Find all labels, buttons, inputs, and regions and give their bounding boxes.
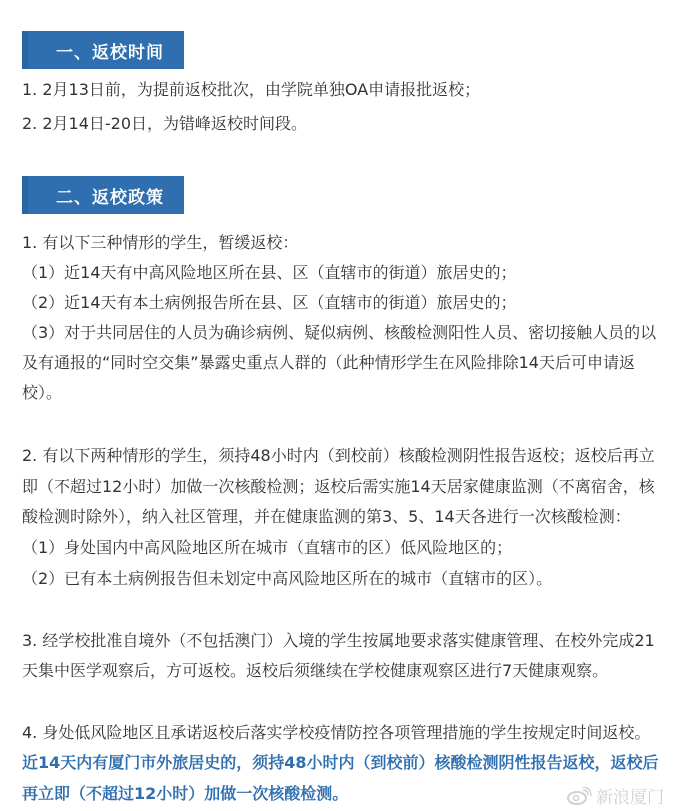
- weibo-logo-icon: [566, 787, 592, 805]
- paragraph-line: 天集中医学观察后，方可返校。返校后须继续在学校健康观察区进行7天健康观察。: [22, 661, 609, 680]
- paragraph-line: （2）已有本土病例报告但未划定中高风险地区所在的城市（直辖市的区）。: [22, 569, 553, 588]
- paragraph-line: （2）近14天有本土病例报告所在县、区（直辖市的街道）旅居史的；: [22, 293, 517, 312]
- paragraph-line: 1. 2月13日前，为提前返校批次，由学院单独OA申请报批返校；: [22, 80, 481, 99]
- paragraph-line: 2. 有以下两种情形的学生，须持48小时内（到校前）核酸检测阴性报告返校；返校后再立: [22, 446, 655, 465]
- paragraph-line: （1）近14天有中高风险地区所在县、区（直辖市的街道）旅居史的；: [22, 263, 517, 282]
- paragraph-line: 3. 经学校批准自境外（不包括澳门）入境的学生按属地要求落实健康管理、在校外完成21: [22, 631, 655, 650]
- paragraph-line: 2. 2月14日-20日，为错峰返校时间段。: [22, 114, 308, 133]
- paragraph-line: （3）对于共同居住的人员为确诊病例、疑似病例、核酸检测阳性人员、密切接触人员的以: [22, 323, 657, 342]
- watermark-text: 新浪厦门: [596, 788, 664, 808]
- paragraph-line: 1. 有以下三种情形的学生，暂缓返校：: [22, 233, 299, 252]
- paragraph-line: 酸检测时除外），纳入社区管理，并在健康监测的第3、5、14天各进行一次核酸检测：: [22, 507, 631, 526]
- highlight-line: 近14天内有厦门市外旅居史的，须持48小时内（到校前）核酸检测阴性报告返校，返校后: [22, 753, 659, 772]
- paragraph-line: 4. 身处低风险地区且承诺返校后落实学校疫情防控各项管理措施的学生按规定时间返校。: [22, 723, 651, 742]
- section-title: 二、返校政策: [28, 176, 184, 214]
- section-title: 一、返校时间: [28, 31, 184, 69]
- paragraph-line: 及有通报的“同时空交集”暴露史重点人群的（此种情形学生在风险排除14天后可申请返: [22, 353, 635, 372]
- paragraph-line: 即（不超过12小时）加做一次核酸检测；返校后需实施14天居家健康监测（不离宿舍，核: [22, 477, 655, 496]
- paragraph-line: （1）身处国内中高风险地区所在城市（直辖市的区）低风险地区的；: [22, 538, 513, 557]
- section-header-return-policy: [22, 176, 184, 214]
- section-header-return-time: [22, 31, 184, 69]
- watermark: [566, 783, 664, 808]
- paragraph-line: 校）。: [22, 383, 63, 402]
- highlight-line: 再立即（不超过12小时）加做一次核酸检测。: [22, 784, 349, 803]
